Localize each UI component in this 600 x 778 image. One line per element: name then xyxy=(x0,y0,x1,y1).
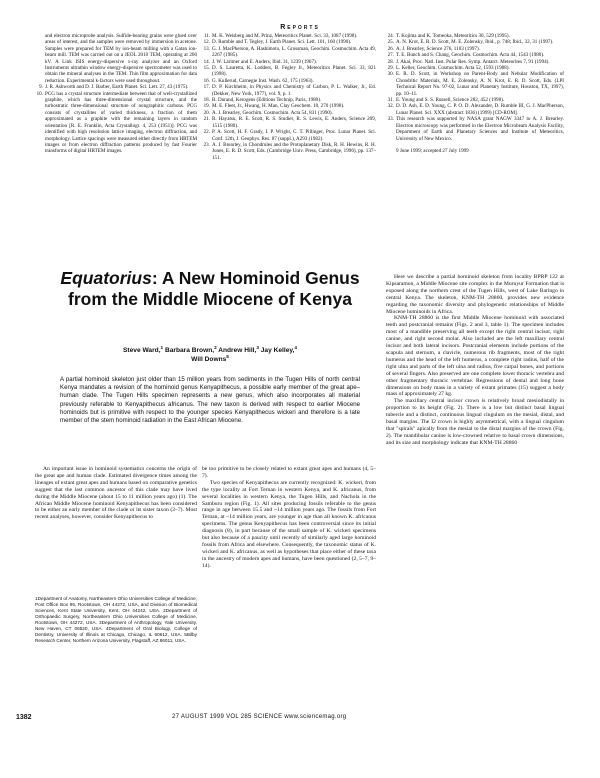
body-column-2 xyxy=(202,466,376,570)
reference-number: 17. xyxy=(203,84,210,91)
reference-number: 21. xyxy=(203,116,210,123)
page-number: 1382 xyxy=(16,714,32,721)
reference-number: 18. xyxy=(203,97,210,104)
reference-number: 31. xyxy=(387,97,394,104)
reference-text: J. Akai, Proc. Natl. Inst. Polar Res. Symp. Antarct. Meteorites 7, 91 (1994). xyxy=(396,58,550,65)
reference-number: 11. xyxy=(203,33,210,39)
body-column-3 xyxy=(386,274,564,447)
reference-number: 33. xyxy=(387,116,394,123)
author-affiliation-mark: 2 xyxy=(214,344,217,350)
author-name: Steve Ward, xyxy=(123,347,161,354)
reference-number: 30. xyxy=(387,71,394,78)
reference-number: 16. xyxy=(203,77,210,84)
author-affiliation-mark: 4 xyxy=(294,344,297,350)
author-name: Will Downs xyxy=(191,356,227,363)
reference-text: D. D. Ash, E. D. Young, C. P. O. D. Alexander, D. Rumble III, G. J. MacPherson, Lunar Planet. Sci. XXX (abstract 1836) (1999) [CD-ROM]. xyxy=(396,103,564,116)
reference-number: 28. xyxy=(387,58,394,65)
reference-item xyxy=(202,116,376,129)
author-affiliation-mark: 5 xyxy=(226,353,229,359)
reference-text: A. N. Krot, E. R. D. Scott, M. E. Zolensky, Ibid., p. 748; Ibid., 32, 31 (1997). xyxy=(396,39,554,46)
reference-number: 14. xyxy=(203,58,210,65)
reference-item xyxy=(202,129,376,142)
reference-text: E. Young and S. S. Russell, Science 282, 452 (1998). xyxy=(396,97,505,104)
references-column-1 xyxy=(35,33,197,155)
body-paragraph: Two species of Kenyapithecus are currently recognized: K. wickeri, from the type locality at Fort Ternan in western Kenya, and K. africanus, from several localities in western Kenya, the Tugen Hills, and Nachola in the Samburu region (Fig. 1). All sites producing fossils referable to the genus range in age between 15.5 and ~14 million years ago. The fossils from Fort Ternan, at ~14 million years, are younger in age than all known K. africanus specimens. The genus Kenyapithecus has been controversial since its initial diagnosis (8), in part because of the small sample of K. wickeri specimens but also because of a paucity until recently of similarly aged large hominoid fossils from Africa and elsewhere. Consequently, the taxonomic status of K. wickeri and K. africanus, as well as hypotheses that place either of these taxa in the ancestry of modern apes and humans, have been questioned (2, 5–7, 9–14). xyxy=(202,479,376,569)
reference-text: T. Kojima and K. Tomeoka, Meteoritics 30, 529 (1995). xyxy=(396,33,510,39)
author-name: Andrew Hill, xyxy=(218,347,257,354)
reference-number: 32. xyxy=(387,103,394,110)
author-affiliations: 1Department of Anatomy, Northeastern Ohio Universities College of Medicine, Post Office Box 95, Rootstown, OH 44272, USA, and Division of Biomedical Sciences, Kent State University, Kent, OH 44242, USA. 2Department of Orthopaedic Surgery, Northeastern Ohio Universities College of Medicine, Rootstown, OH 44272, USA. 3Department of Anthropology, Yale University, New Haven, CT 06520, USA. 4Department of Oral Biology, College of Dentistry, University of Illinois at Chicago, Chicago, IL 60612, USA. 5Bilby Research Center, Northern Arizona University, Flagstaff, AZ 86011, USA. xyxy=(35,596,197,643)
reference-item xyxy=(202,46,376,59)
reference-text: L. Keller, Geochim. Cosmochim. Acta 52, 1593 (1988). xyxy=(396,65,510,72)
title-text: : A New Hominoid Genus from the Middle Miocene of Kenya xyxy=(68,268,360,309)
reference-text: E. R. D. Scott, in Workshop on Parent-Body and Nebular Modification of Chondritic Materials, M. E. Zolensky, A. N. Krot, E. R. D. Scott, Eds. (LPI Technical Report No. 97-02, Lunar and Planetary Institute, Houston, TX, 1997), pp. 10–11. xyxy=(396,71,564,97)
article-title xyxy=(60,268,360,310)
reference-text: G. Kullerud, Carnegie Inst. Wash. 62, 175 (1963). xyxy=(212,77,314,84)
reference-text: T. E. Bunch and S. Chang, Geochim. Cosmochim. Acta 44, 1543 (1980). xyxy=(396,52,545,59)
reference-text: B. Durand, Kerogens (Editions Technip, Paris, 1980). xyxy=(212,97,322,104)
reference-number: 20. xyxy=(203,109,210,116)
author-name: Barbara Brown, xyxy=(164,347,215,354)
reference-item xyxy=(35,91,197,155)
abstract: A partial hominoid skeleton just older than 15 million years from sediments in the Tugen Hills of north central Kenya mandates a revision of the hominoid genus Kenyapithecus, a possible early member of the great ape–human clade. The Tugen Hills specimen represents a new genus, which also incorporates all material previously referable to Kenyapithecus africanus. The new taxon is derived with respect to earlier Miocene hominoids but is primitive with respect to the younger species Kenyapithecus wickeri and therefore is a late member of the stem hominoid radiation in the East African Miocene. xyxy=(60,376,360,425)
reference-number: 22. xyxy=(203,129,210,136)
reference-text: PCG has a crystal structure intermediate between that of well-crystallized graphite, which has three-dimensional crystal structure, and the turbostratic three-dimensional structure of nongraphitic carbons. PCG consists of crystallites of varied thickness, a fraction of them approximated as a graphite with the remaining layers in random orientation [R. E. Franklin, Acta Crystallogr. 4, 253 (1951)]. PCG was identified with high resolution lattice imaging, electron diffraction, and morphology. Lattice spacings were measured either directly from HRTEM images or from electron diffraction patterns produced by fast Fourier transforms of digital HRTEM images. xyxy=(45,90,197,155)
reference-number: 29. xyxy=(387,65,394,72)
reference-text: P. A. Scott, H. F. Grady, I. P. Wright, C. T. Pillinger, Proc. Lunar Planet. Sci. Conf. 12th, J. Geophys. Res. 87 (suppl.), A293 (1982). xyxy=(212,129,376,142)
body-paragraph: be too primitive to be closely related to extant great apes and humans (4, 5–7). xyxy=(202,466,376,479)
reference-text: G. J. MacPherson, A. Hashimoto, L. Grossman, Geochim. Cosmochim. Acta 49, 2267 (1985). xyxy=(212,45,376,59)
references-column-2 xyxy=(202,33,376,161)
page-footer xyxy=(0,714,600,726)
reference-text: M. E. Fleet, Jr., Hwang, H. Man, Clay Geochem. 18, 270 (1998). xyxy=(212,103,345,110)
reference-number: 9. xyxy=(39,84,43,91)
reference-number: 23. xyxy=(203,141,210,148)
author-list xyxy=(60,346,360,364)
reference-item xyxy=(386,116,564,142)
reference-number: 24. xyxy=(387,33,394,39)
reference-number: 25. xyxy=(387,39,394,46)
reference-item xyxy=(386,103,564,116)
reference-text: A. J. Brearley, Geochim. Cosmochim. Acta 54, 831 (1990). xyxy=(212,109,333,116)
title-genus: Equatorius xyxy=(60,268,152,288)
body-paragraph: Here we describe a partial hominoid skeleton from locality BPRP 122 at Kipsaramon, a Middle Miocene site complex in the Muruyur Formation that is exposed along the northern crest of the Tugen Hills, west of Lake Baringo in central Kenya. The skeleton, KNM-TH 28860, provides new evidence regarding the taxonomic diversity and phylogenetic relationships of Middle Miocene hominoids in Africa. xyxy=(386,274,564,315)
reference-text: This research was supported by NASA grant NAGW 3347 to A. J. Brearley. Electron microscopy was performed in the Electron Microbeam Analysis Facility, Department of Earth and Planetary Sciences and Institute of Meteoritics, University of New Mexico. xyxy=(396,116,564,142)
body-column-1 xyxy=(35,466,197,521)
reference-number: 10. xyxy=(36,90,43,97)
reference-number: 13. xyxy=(203,45,210,52)
reference-number: 26. xyxy=(387,45,394,52)
reference-number: 19. xyxy=(203,103,210,110)
reference-continuation: and electron microprobe analysis. Sulfide-bearing grains were glued over areas of interest, and the samples were removed by immersion in acetone. Samples were prepared for TEM by ion-beam milling with a Gatan ion-beam mill. TEM was carried out on a JEOL 2010 TEM, operating at 200 kV. A Link ISIS energy-dispersive x-ray analyzer and an Oxford Instruments ultrathin window energy-dispersive spectrometer was used to obtain the mineral analyses in the TEM. Thin film approximation for data reduction. Experimental k-factors were used throughout. xyxy=(45,33,197,84)
reference-item xyxy=(202,84,376,97)
reference-text: D. S. Lauretta, K. Lodders, B. Fegley Jr., Meteoritics Planet. Sci. 33, 821 (1998). xyxy=(212,65,376,78)
reference-number: 12. xyxy=(203,39,210,46)
reference-text: D. P. Kirchheim, in Physics and Chemistry of Carbon, P. L. Walker, Jr., Ed. (Dekker, New York, 1977), vol. 9, p. 1. xyxy=(212,84,376,97)
running-head: Reports xyxy=(280,24,320,31)
reference-number: 15. xyxy=(203,65,210,72)
body-paragraph: The maxillary central incisor crown is relatively broad mesiodistally in proportion to its height (Fig. 2). There is a low but distinct basal lingual tubercle and a distinct, continuous lingual cingulum on the mesial, distal, and basal margins. The I2 crown is highly asymmetrical, with a lingual cingulum that "spirals" apically from the mesial to the distal margins of the crown (Fig. 2). The mandibular canine is low-crowned relative to basal crown dimensions, and its size and morphology indicate that KNM-TH 28860 xyxy=(386,398,564,446)
reference-text: R. Hayatsu, R. E. Scott, R. S. Studier, R. S. Lewis, E. Anders, Science 209, 1515 (1980). xyxy=(212,116,376,129)
author-affiliation-mark: 1 xyxy=(160,344,164,350)
received-accepted-dates: 9 June 1999; accepted 27 July 1999 xyxy=(396,147,469,154)
body-paragraph: An important issue in hominoid systematics concerns the origin of the great ape and human clade. Estimated divergence times among the lineages of extant great apes and humans based on comparative genetics suggest that the last common ancestor of this clade may have lived during the Middle Miocene (about 15 to 11 million years ago) (1). The African Middle Miocene hominoid Kenyapithecus has been considered to be either an early member of the clade or its sister taxon (2–7). Most recent analyses, however, consider Kenyapithecus to xyxy=(35,466,197,521)
reference-item xyxy=(202,142,376,161)
reference-text: M. K. Weisberg and M. Prinz, Meteoritics Planet. Sci. 33, 1087 (1998). xyxy=(212,33,358,39)
reference-item xyxy=(386,71,564,97)
body-paragraph: KNM-TH 28860 is the first Middle Miocene hominoid with associated teeth and postcranial remains (Figs. 2 and 3, table 1). The specimen includes most of a mandible preserving all teeth except the right central incisor, right canine, and right second molar. Also included are the left maxillary central incisor and both lateral incisors. Postcranial elements include portions of the scapula and sternum, a clavicle, numerous rib fragments, most of the right humerus and the head of the left humerus, a complete right radius, half of the right ulna and parts of the left ulna and radius, five carpal bones, and portions of several fingers. Also preserved are one complete lower thoracic vertebra and other fragmentary thoracic vertebrae. Regressions of dental and long bone dimensions on body mass in a variety of extant primates (15) suggest a body mass of approximately 27 kg. xyxy=(386,315,564,398)
reference-item xyxy=(202,65,376,78)
reference-text: J. W. Larimer and E. Anders, Ibid. 31, 1239 (1967). xyxy=(212,58,317,65)
reference-text: A. J. Brearley, Science 276, 1103 (1997). xyxy=(396,45,480,52)
references-column-3 xyxy=(386,33,564,154)
reference-text: D. Rumble and T. Tegley, J. Earth Planet. Sci. Lett. 101, 160 (1990). xyxy=(212,39,352,46)
reference-text: J. R. Ashworth and D. J. Barber, Earth Planet. Sci. Lett. 27, 43 (1975). xyxy=(45,84,189,91)
author-name: Jay Kelley, xyxy=(260,347,295,354)
reference-text: A. J. Brearley, in Chondrules and the Protoplanetary Disk, R. H. Hewins, R. H. Jones, E. R. D. Scott, Eds. (Cambridge Univ. Press, Cambridge, 1996), pp. 137–151. xyxy=(212,141,376,161)
author-affiliation-mark: 3 xyxy=(256,344,259,350)
journal-issue-info: 27 AUGUST 1999 VOL 285 SCIENCE www.sciencemag.org xyxy=(172,714,347,720)
reference-number: 27. xyxy=(387,52,394,59)
